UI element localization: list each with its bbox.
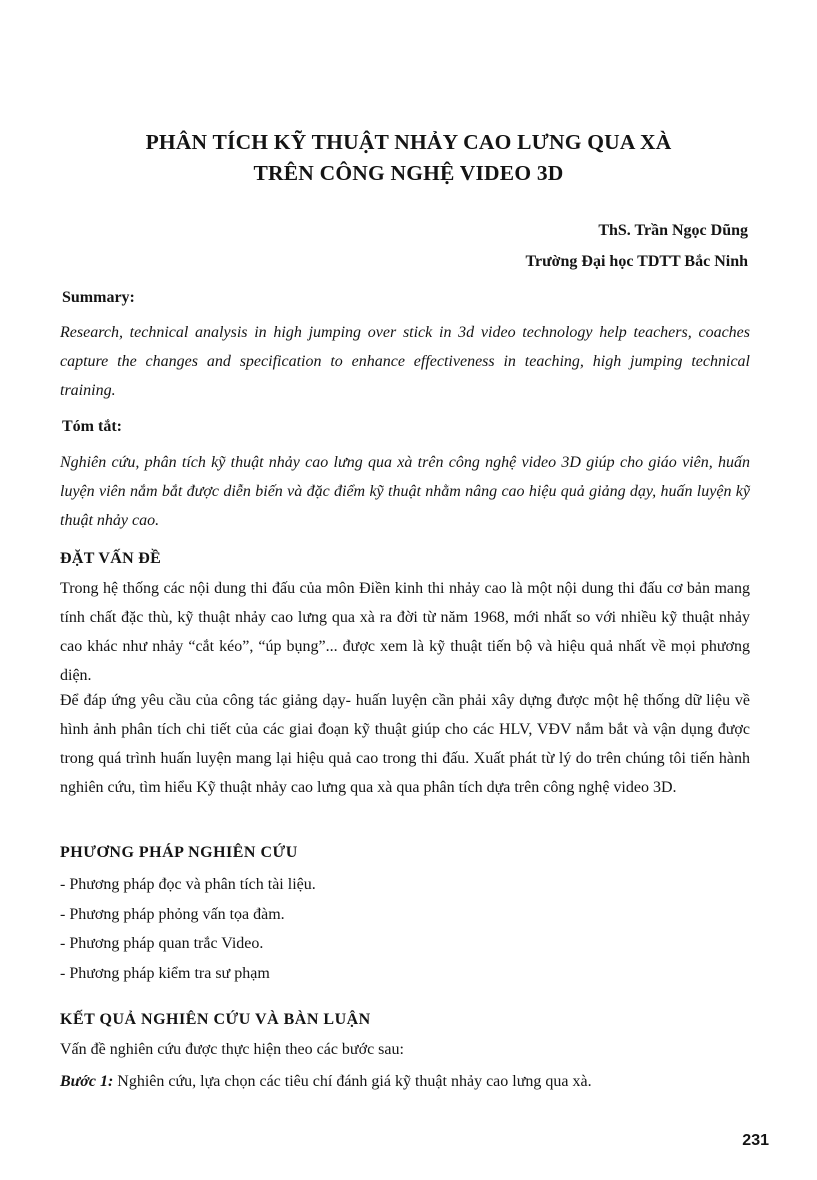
list-item: - Phương pháp phỏng vấn tọa đàm.	[60, 905, 285, 923]
title-line-2: TRÊN CÔNG NGHỆ VIDEO 3D	[253, 161, 564, 185]
abstract-text: Nghiên cứu, phân tích kỹ thuật nhảy cao lưng qua xà trên công nghệ video 3D giúp cho giáo viên, huấn luyện viên nắm bắt được diễn biến và đặc điểm kỹ thuật nhằm nâng cao hiệu quả giảng dạy, huấn luyện kỹ thuật nhảy cao.	[60, 454, 750, 529]
step-1-line	[60, 1073, 592, 1091]
page-number: 231	[742, 1132, 769, 1149]
list-item: - Phương pháp kiểm tra sư phạm	[60, 964, 270, 982]
methods-list	[60, 870, 316, 988]
author-affiliation: Trường Đại học TDTT Bắc Ninh	[525, 253, 748, 270]
paper-title	[60, 127, 757, 189]
section-heading-results: KẾT QUẢ NGHIÊN CỨU VÀ BÀN LUẬN	[60, 1011, 371, 1028]
section-heading-methods: PHƯƠNG PHÁP NGHIÊN CỨU	[60, 844, 298, 861]
list-item: - Phương pháp quan trắc Video.	[60, 935, 264, 952]
abstract-label: Tóm tắt:	[62, 418, 122, 435]
summary-label: Summary:	[62, 289, 135, 306]
results-intro: Vấn đề nghiên cứu được thực hiện theo các bước sau:	[60, 1041, 404, 1058]
section-heading-introduction: ĐẶT VẤN ĐỀ	[60, 550, 162, 567]
author-name: ThS. Trần Ngọc Dũng	[598, 222, 748, 239]
introduction-paragraph-2: Để đáp ứng yêu cầu của công tác giảng dạy- huấn luyện cần phải xây dựng được một hệ thống dữ liệu về hình ảnh phân tích chi tiết của các giai đoạn kỹ thuật giúp cho các HLV, VĐV nắm bắt và vận dụng được trong quá trình huấn luyện mang lại hiệu quả cao trong thi đấu. Xuất phát từ lý do trên chúng tôi tiến hành nghiên cứu, tìm hiểu Kỹ thuật nhảy cao lưng qua xà qua phân tích dựa trên công nghệ video 3D.	[60, 692, 750, 796]
introduction-paragraph-1: Trong hệ thống các nội dung thi đấu của môn Điền kinh thi nhảy cao là một nội dung thi đấu cơ bản mang tính chất đặc thù, kỹ thuật nhảy cao lưng qua xà ra đời từ năm 1968, mới nhất so với nhiều kỹ thuật nhảy cao khác như nhảy “cắt kéo”, “úp bụng”... được xem là kỹ thuật tiến bộ và hiệu quả nhất về mọi phương diện.	[60, 580, 750, 684]
step-1-text: Nghiên cứu, lựa chọn các tiêu chí đánh giá kỹ thuật nhảy cao lưng qua xà.	[113, 1073, 592, 1090]
summary-text: Research, technical analysis in high jumping over stick in 3d video technology help teachers, coaches capture the changes and specification to enhance effectiveness in teaching, high jumping technical training.	[60, 324, 750, 399]
title-line-1: PHÂN TÍCH KỸ THUẬT NHẢY CAO LƯNG QUA XÀ	[145, 130, 672, 154]
step-1-label: Bước 1:	[60, 1073, 114, 1090]
list-item: - Phương pháp đọc và phân tích tài liệu.	[60, 876, 316, 893]
